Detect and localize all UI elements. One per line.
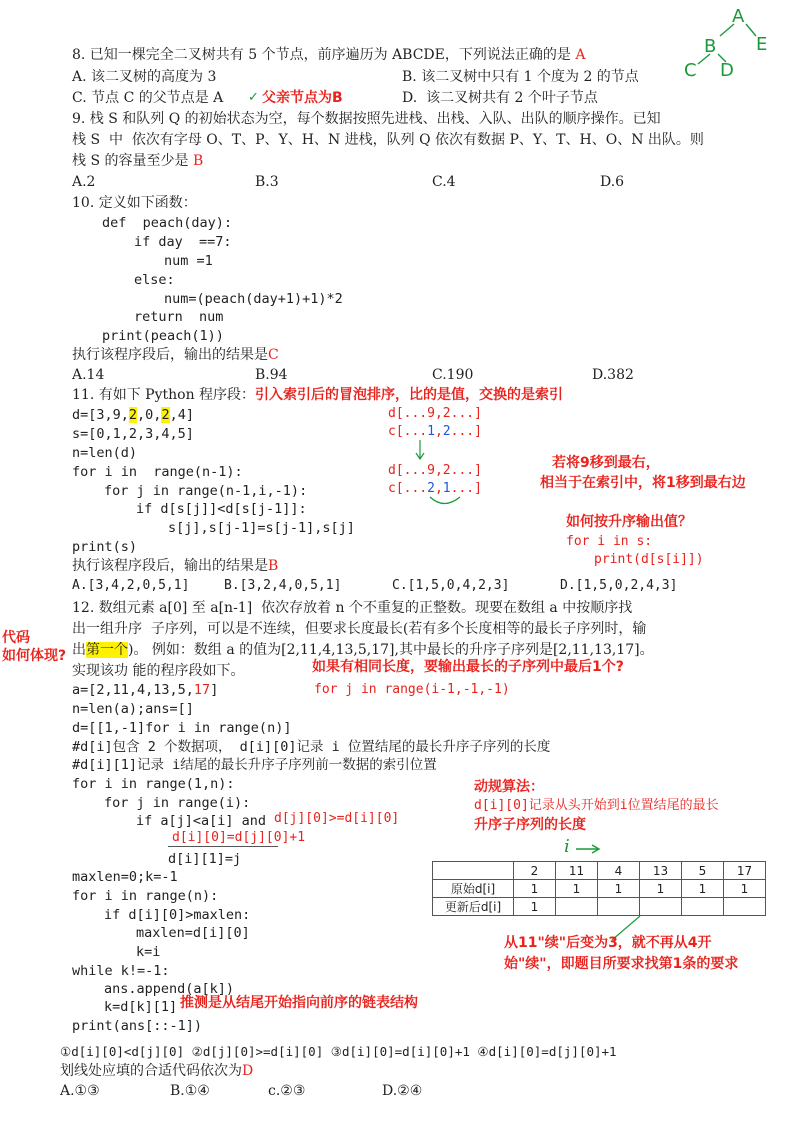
code-line: d=[3,9,2,0,2,4] bbox=[72, 407, 194, 423]
q12-option-c: c.②③ bbox=[268, 1083, 306, 1099]
q12-option-a: A.①③ bbox=[60, 1083, 100, 1099]
tree-node-b: B bbox=[704, 36, 717, 57]
tree-node-d: D bbox=[720, 60, 734, 80]
table-row bbox=[433, 880, 766, 898]
annotation-sort-code2: print(d[s[i]]) bbox=[594, 552, 704, 567]
table-row bbox=[433, 898, 766, 916]
q10-option-d: D.382 bbox=[592, 367, 634, 383]
table-cell bbox=[433, 862, 514, 880]
q12-line2: 出一组升序 子序列，可以是不连续，但要求长度最长(若有多个长度相等的最长子序列时，输 bbox=[72, 621, 647, 637]
side-note-how: 如何体现? bbox=[2, 648, 67, 664]
q12-answer: D bbox=[242, 1063, 254, 1079]
code-line: return num bbox=[134, 309, 224, 325]
q11-note: 引入索引后的冒泡排序，比的是值，交换的是索引 bbox=[255, 387, 564, 403]
q9-line3: 栈 S 的容量至少是 B bbox=[72, 153, 204, 169]
dp-desc1: d[i][0]记录从头开始到i位置结尾的最长 bbox=[474, 798, 719, 813]
q9-answer: B bbox=[192, 153, 204, 169]
q10-title: 10. 定义如下函数： bbox=[72, 195, 197, 211]
q9-line1: 9. 栈 S 和队列 Q 的初始状态为空，每个数据按照先进栈、出栈、入队、出队的顺序操作。已知 bbox=[72, 111, 661, 127]
q12-option-d: D.②④ bbox=[382, 1083, 423, 1099]
annotation-c-after: c[...2,1...] bbox=[388, 481, 482, 496]
code-line: maxlen=d[i][0] bbox=[136, 925, 250, 941]
table-cell: 1 bbox=[556, 880, 598, 898]
annotation-c-before: c[...1,2...] bbox=[388, 424, 482, 439]
q12-option-b: B.①④ bbox=[170, 1083, 210, 1099]
table-cell: 1 bbox=[682, 880, 724, 898]
annotation-move-9: 若将9移到最右， bbox=[552, 455, 660, 471]
annotation-continue1: 从11"续"后变为3，就不再从4开 bbox=[504, 935, 712, 951]
annotation-same-length: 如果有相同长度，要输出最长的子序列中最后1个? bbox=[312, 659, 624, 675]
annotation-sort-code1: for i in s: bbox=[566, 534, 653, 549]
q12-prompt: 划线处应填的合适代码依次为D bbox=[60, 1063, 254, 1079]
q11-result: 执行该程序段后，输出的结果是B bbox=[72, 558, 279, 574]
table-cell bbox=[724, 898, 766, 916]
code-line: d[i][1]=j bbox=[168, 851, 242, 867]
q10-option-c: C.190 bbox=[432, 367, 474, 383]
table-cell bbox=[682, 898, 724, 916]
q9-option-a: A.2 bbox=[72, 174, 96, 190]
q9-option-b: B.3 bbox=[255, 174, 279, 190]
dp-title: 动规算法： bbox=[474, 779, 544, 795]
table-row bbox=[433, 862, 766, 880]
q8-option-a: A. 该二叉树的高度为 3 bbox=[72, 69, 217, 85]
annotation-sort-question: 如何按升序输出值？ bbox=[566, 514, 692, 530]
binary-tree-sketch bbox=[676, 2, 776, 80]
code-line: k=i bbox=[136, 944, 161, 960]
annotation-linked-list: 推测是从结尾开始指向前序的链表结构 bbox=[180, 995, 418, 1011]
q11-title: 11. 有如下 Python 程序段：引入索引后的冒泡排序，比的是值，交换的是索引 bbox=[72, 387, 564, 403]
table-cell bbox=[640, 898, 682, 916]
code-line: ans.append(a[k]) bbox=[104, 981, 235, 997]
q11-option-b: B.[3,2,4,0,5,1] bbox=[224, 578, 342, 593]
code-line: for i in range(n): bbox=[72, 888, 219, 904]
table-cell: 11 bbox=[556, 862, 598, 880]
code-line: def peach(day): bbox=[102, 215, 233, 231]
q8-note: 父亲节点为B bbox=[262, 90, 343, 106]
side-note-code: 代码 bbox=[2, 630, 30, 646]
annotation-d-before: d[...9,2...] bbox=[388, 406, 482, 421]
code-line: for j in range(i): bbox=[104, 795, 251, 811]
dp-table bbox=[432, 861, 766, 916]
code-line: d=[[1,-1]for i in range(n)] bbox=[72, 720, 292, 736]
q12-line1: 12. 数组元素 a[0] 至 a[n-1] 依次存放着 n 个不重复的正整数。现要在数组 a 中按顺序找 bbox=[72, 600, 633, 616]
code-line: s[j],s[j-1]=s[j-1],s[j] bbox=[168, 520, 355, 536]
code-line: k=d[k][1] bbox=[104, 999, 178, 1015]
table-cell: 1 bbox=[640, 880, 682, 898]
code-line: while k!=-1: bbox=[72, 963, 170, 979]
code-line: n=len(a);ans=[] bbox=[72, 701, 194, 717]
code-line: print(ans[::-1]) bbox=[72, 1018, 203, 1034]
code-line: for j in range(n-1,i,-1): bbox=[104, 483, 308, 499]
fill-blank-2: d[i][0]=d[j][0]+1 bbox=[172, 830, 306, 845]
table-cell: 1 bbox=[724, 880, 766, 898]
annotation-d-after: d[...9,2...] bbox=[388, 463, 482, 478]
table-cell: 原始d[i] bbox=[433, 880, 514, 898]
tree-node-a: A bbox=[732, 6, 745, 27]
right-arrow-icon bbox=[574, 842, 604, 856]
table-cell: 13 bbox=[640, 862, 682, 880]
code-line: a=[2,11,4,13,5,17] bbox=[72, 682, 219, 698]
i-label: i bbox=[564, 836, 570, 857]
q9-option-c: C.4 bbox=[432, 174, 456, 190]
table-cell: 2 bbox=[514, 862, 556, 880]
q8-option-b: B. 该二叉树中只有 1 个度为 2 的节点 bbox=[402, 69, 639, 85]
fill-blank-1: d[j][0]>=d[i][0] bbox=[274, 811, 400, 826]
table-cell: 1 bbox=[514, 880, 556, 898]
code-line: n=len(d) bbox=[72, 445, 138, 461]
q11-option-a: A.[3,4,2,0,5,1] bbox=[72, 578, 190, 593]
code-line: if a[j]<a[i] and bbox=[136, 813, 267, 829]
table-cell: 5 bbox=[682, 862, 724, 880]
code-line: print(s) bbox=[72, 539, 138, 555]
code-line: for i in range(n-1): bbox=[72, 464, 243, 480]
q8-stem: 8. 已知一棵完全二叉树共有 5 个节点，前序遍历为 ABCDE，下列说法正确的是 A bbox=[72, 47, 586, 63]
table-cell: 4 bbox=[598, 862, 640, 880]
down-arrow-icon bbox=[410, 438, 430, 462]
code-comment: #d[i]包含 2 个数据项， d[i][0]记录 i 位置结尾的最长升序子序列的长度 bbox=[72, 739, 551, 755]
q9-line2: 栈 S 中 依次有字母 O、T、P、Y、H、N 进栈，队列 Q 依次有数据 P、Y、T、H、O、N 出队。则 bbox=[72, 132, 704, 148]
q8-option-c: C. 节点 C 的父节点是 A bbox=[72, 90, 224, 106]
q10-option-a: A.14 bbox=[72, 367, 105, 383]
table-cell: 1 bbox=[514, 898, 556, 916]
table-cell bbox=[598, 898, 640, 916]
table-cell: 1 bbox=[598, 880, 640, 898]
code-line: num=(peach(day+1)+1)*2 bbox=[164, 291, 343, 307]
q8-option-d: D. 该二叉树共有 2 个叶子节点 bbox=[402, 90, 598, 106]
q12-line3: 出第一个)。 例如：数组 a 的值为[2,11,4,13,5,17],其中最长的升序子序列是[2,11,13,17]。 bbox=[72, 642, 654, 658]
table-cell bbox=[556, 898, 598, 916]
annotation-continue2: 始"续"，即题目所要求找第1条的要求 bbox=[504, 956, 739, 972]
annotation-for-reverse: for j in range(i-1,-1,-1) bbox=[314, 682, 510, 697]
q9-option-d: D.6 bbox=[600, 174, 625, 190]
code-line: if d[i][0]>maxlen: bbox=[104, 907, 251, 923]
swap-arc-icon bbox=[426, 494, 466, 510]
code-line: for i in range(1,n): bbox=[72, 776, 235, 792]
check-mark-icon: ✓ bbox=[248, 90, 259, 105]
code-line: maxlen=0;k=-1 bbox=[72, 869, 178, 885]
code-line: if day ==7: bbox=[134, 234, 232, 250]
q11-answer: B bbox=[268, 558, 279, 574]
code-line: if d[s[j]]<d[s[j-1]]: bbox=[136, 501, 307, 517]
q11-option-c: C.[1,5,0,4,2,3] bbox=[392, 578, 510, 593]
table-cell: 更新后d[i] bbox=[433, 898, 514, 916]
q12-choices: ①d[i][0]<d[j][0] ②d[j][0]>=d[i][0] ③d[i][0]=d[i][0]+1 ④d[i][0]=d[j][0]+1 bbox=[60, 1044, 617, 1059]
q10-option-b: B.94 bbox=[255, 367, 288, 383]
annotation-move-index: 相当于在索引中，将1移到最右边 bbox=[540, 475, 746, 491]
q10-answer: C bbox=[268, 347, 279, 363]
q10-result: 执行该程序段后，输出的结果是C bbox=[72, 347, 279, 363]
tree-node-e: E bbox=[756, 34, 768, 55]
q11-option-d: D.[1,5,0,2,4,3] bbox=[560, 578, 678, 593]
table-cell: 17 bbox=[724, 862, 766, 880]
code-comment: #d[i][1]记录 i结尾的最长升序子序列前一数据的索引位置 bbox=[72, 757, 437, 773]
code-line: s=[0,1,2,3,4,5] bbox=[72, 426, 194, 442]
code-line: else: bbox=[134, 272, 175, 288]
tree-node-c: C bbox=[684, 60, 697, 80]
q8-answer: A bbox=[575, 47, 586, 63]
code-line: num =1 bbox=[164, 253, 213, 269]
q12-line4: 实现该功 能的程序段如下。 bbox=[72, 663, 245, 679]
code-line: print(peach(1)) bbox=[102, 328, 224, 344]
dp-desc2: 升序子序列的长度 bbox=[474, 817, 586, 833]
